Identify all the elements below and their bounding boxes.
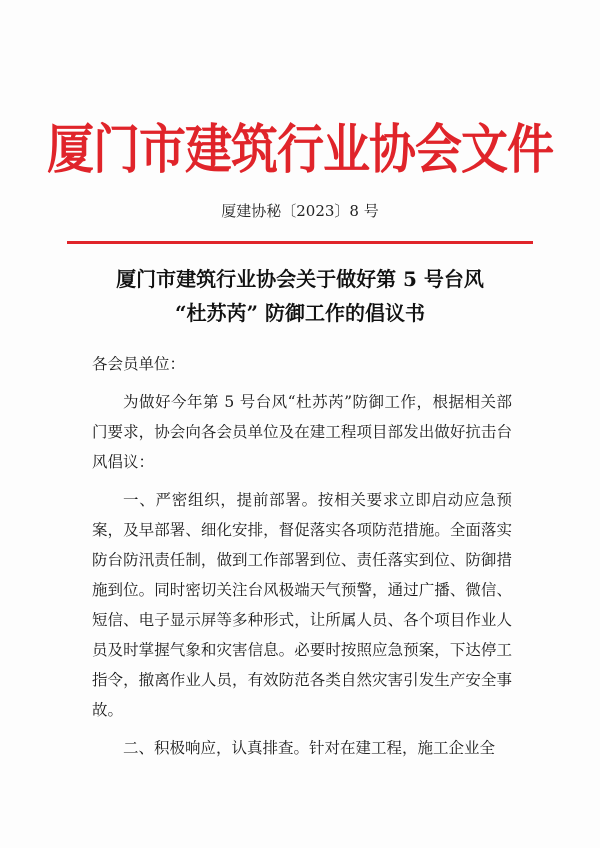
masthead-title: 厦门市建筑行业协会文件 (47, 119, 553, 181)
salutation: 各会员单位： (92, 355, 186, 373)
paragraph-section-1: 一、严密组织，提前部署。按相关要求立即启动应急预案，及早部署、细化安排，督促落实各项防范措施。全面落实防台防汛责任制，做到工作部署到位、责任落实到位、防御措施到位。同时密切关注台风极端天气预警，通过广播、微信、短信、电子显示屏等多种形式，让所属人员、各个项目作业人员及时掌握气象和灾害信息。必要时按照应急预案，下达停工指令，撤离作业人员，有效防范各类自然灾害引发生产安全事故。 (92, 491, 512, 719)
document-number: 厦建协秘〔2023〕8 号 (221, 202, 379, 220)
red-divider-line (67, 241, 533, 244)
paragraph-intro: 为做好今年第 5 号台风“杜苏芮”防御工作，根据相关部门要求，协会向各会员单位及在建工程项目部发出做好抗击台风倡议： (92, 393, 512, 471)
paragraph-section-2: 二、积极响应，认真排查。针对在建工程，施工企业全 (123, 739, 496, 757)
title-line-2: “杜苏芮” 防御工作的倡议书 (175, 301, 425, 325)
document-body (92, 349, 512, 763)
title-line-1: 厦门市建筑行业协会关于做好第 5 号台风 (116, 267, 484, 291)
document-title (0, 262, 600, 330)
